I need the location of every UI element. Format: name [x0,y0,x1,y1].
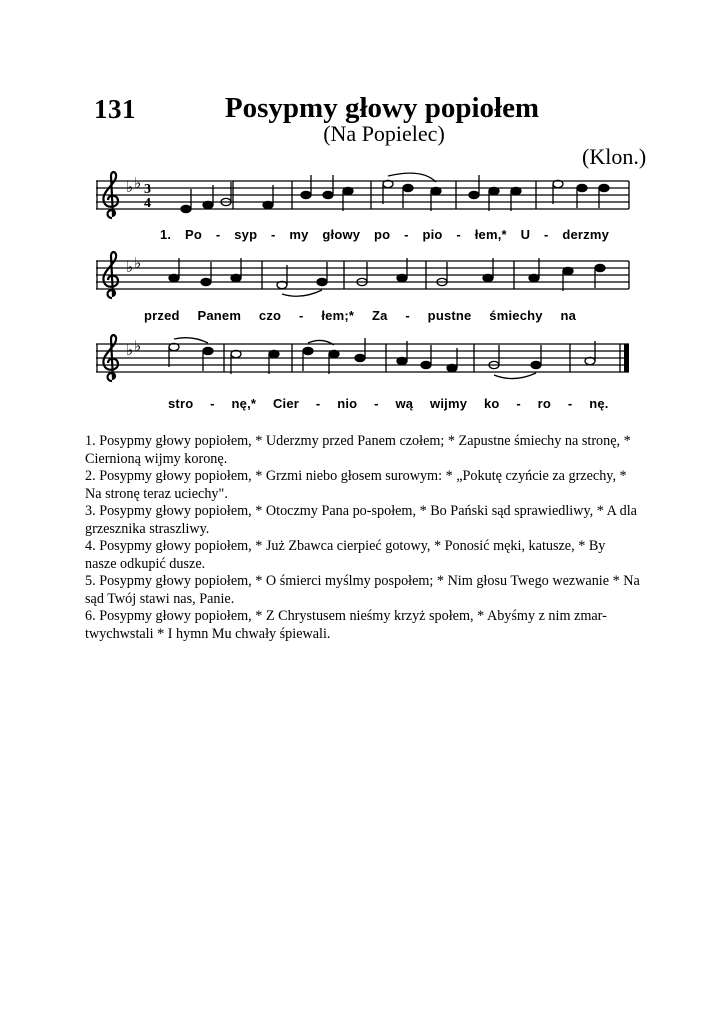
verse-6: 6. Posypmy głowy popiołem, * Z Chrystusem nieśmy krzyż społem, * Abyśmy z nim zmar-twychwstali * I hymn Mu chwały śpiewali. [85,608,607,642]
verses-text [85,433,640,643]
music-staff-3 [96,333,631,387]
verse-4: 4. Posypmy głowy popiołem, * Już Zbawca cierpieć gotowy, * Ponosić męki, katusze, * By nasze odkupić dusze. [85,538,606,572]
staff-system-3 [96,333,631,413]
verse-1: 1. Posypmy głowy popiołem, * Uderzmy przed Panem czołem; * Zapustne śmiechy na stronę, * Ciernioną wijmy koronę. [85,433,631,467]
music-staff-2 [96,250,631,304]
hymn-number: 131 [94,94,136,124]
verse-3: 3. Posypmy głowy popiołem, * Otoczmy Pana po-społem, * Bo Pański sąd sprawiedliwy, * A dla grzesznika straszliwy. [85,503,637,537]
melody-source: (Klon.) [582,144,647,169]
svg-text:♭: ♭ [126,258,134,276]
music-staff-1 [96,170,631,224]
flat-icon: ♭ [126,178,134,196]
svg-text:♭: ♭ [126,341,134,359]
time-signature-top: 3 [144,182,151,197]
hymn-subtitle: (Na Popielec) [323,121,445,146]
lyrics-line-3: stro - nę,* Cier - nio - wą wijmy ko - ro - nę. [168,396,609,411]
svg-text:♭: ♭ [134,254,142,272]
verse-2: 2. Posypmy głowy popiołem, * Grzmi niebo głosem surowym: * „Pokutę czyńcie za grzechy, * Na stronę teraz uciechy". [85,468,627,502]
time-signature-bottom: 4 [144,196,151,211]
svg-text:♭: ♭ [134,337,142,355]
hymn-title: Posypmy głowy popiołem [224,92,540,124]
verse-5: 5. Posypmy głowy popiołem, * O śmierci myślmy pospołem; * Nim głosu Twego wezwanie * Na sąd Twój stawi nas, Panie. [85,573,640,607]
staff-system-1 [96,170,631,250]
lyrics-line-1: 1. Po - syp - my głowy po - pio - łem,* U - derzmy [160,227,610,242]
lyrics-line-2: przed Panem czo - łem;* Za - pustne śmiechy na [144,308,577,323]
staff-system-2 [96,250,631,330]
final-barline [624,344,629,372]
svg-text:♭: ♭ [134,174,142,192]
